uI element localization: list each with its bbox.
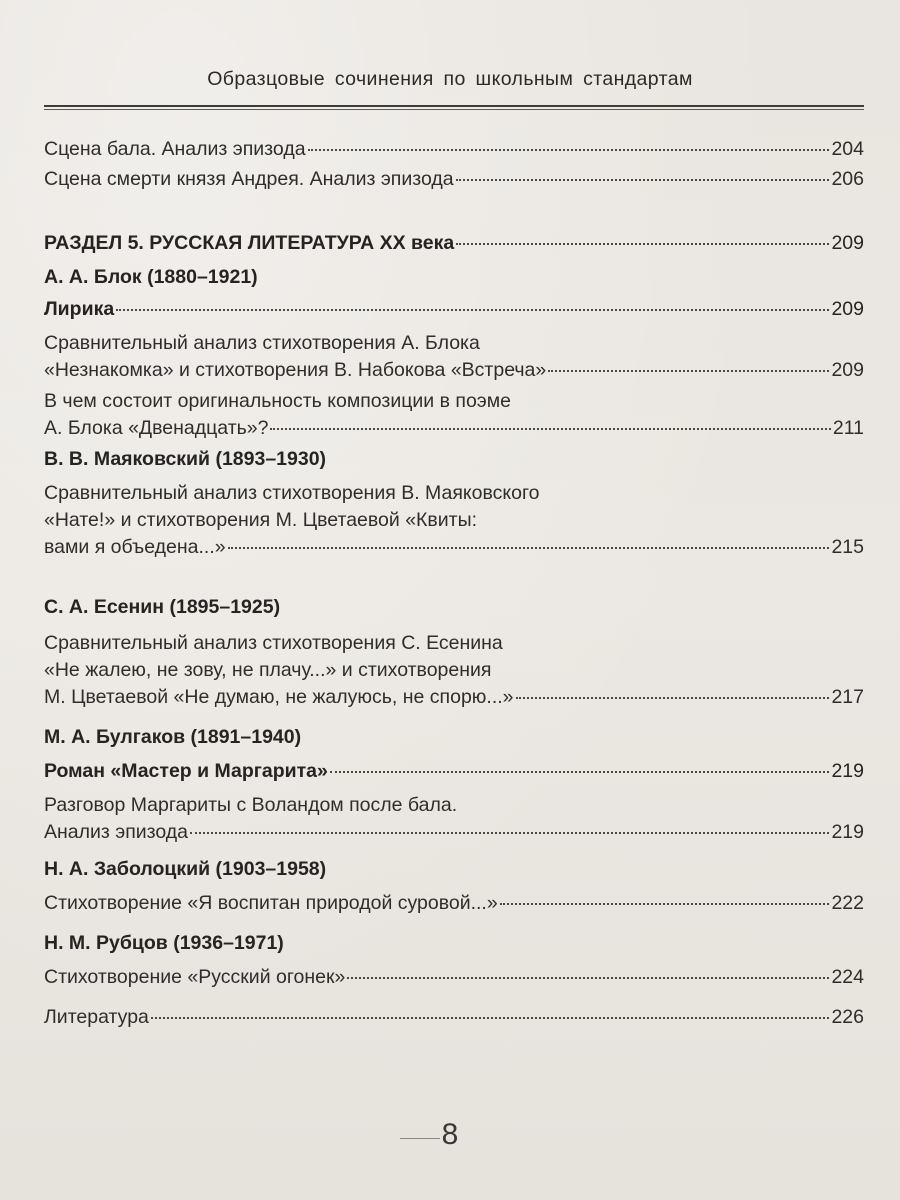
toc-entry: [44, 166, 864, 193]
toc-entry-line: [44, 1004, 864, 1031]
toc-entry-line: [44, 480, 864, 507]
toc-author-heading: [44, 724, 864, 751]
toc-entry-title: Сравнительный анализ стихотворения С. Есенина: [44, 632, 503, 654]
toc-entry-line: [44, 758, 864, 785]
toc-entry-line: [44, 630, 864, 657]
toc-page-number: 219: [831, 821, 864, 843]
toc-page-number: 209: [831, 298, 864, 320]
toc-entry-line: [44, 357, 864, 384]
toc-entry-title: вами я объедена...»: [44, 536, 226, 558]
toc-author-heading: [44, 446, 864, 473]
toc-page-number: 209: [831, 359, 864, 381]
toc-entry: [44, 230, 864, 257]
toc-entry: [44, 758, 864, 785]
toc-entry-line: [44, 330, 864, 357]
toc-entry-title: Разговор Маргариты с Воландом после бала.: [44, 794, 458, 816]
dot-leader: [308, 148, 830, 151]
page-number: 8: [441, 1118, 459, 1151]
toc-entry-title: Стихотворение «Русский огонек»: [44, 966, 346, 988]
header-rule-thin: [44, 109, 864, 110]
toc-entry: [44, 296, 864, 323]
dot-leader: [548, 369, 829, 372]
toc-entry-line: [44, 856, 864, 883]
dot-leader: [456, 178, 830, 181]
toc-entry-title: В чем состоит оригинальность композиции в поэме: [44, 390, 512, 412]
toc-entry-title: М. А. Булгаков (1891–1940): [44, 726, 302, 748]
toc-page-number: 217: [831, 686, 864, 708]
toc-page-number: 215: [831, 536, 864, 558]
toc-entry-line: [44, 136, 864, 163]
toc-entry-title: В. В. Маяковский (1893–1930): [44, 448, 327, 470]
toc-entry-title: «Нате!» и стихотворения М. Цветаевой «Квиты:: [44, 509, 478, 531]
toc-entry: [44, 964, 864, 991]
toc-page-number: 204: [831, 138, 864, 160]
toc-page-number: 224: [831, 966, 864, 988]
toc-entry-line: [44, 819, 864, 846]
dot-leader: [330, 770, 830, 773]
toc-entry-line: [44, 230, 864, 257]
toc-entry-line: [44, 264, 864, 291]
toc-entry: [44, 480, 864, 561]
toc-entry: [44, 792, 864, 846]
toc-page-number: 222: [831, 892, 864, 914]
toc-entry: [44, 330, 864, 384]
toc-entry-title: Н. М. Рубцов (1936–1971): [44, 932, 284, 954]
toc-entry-line: [44, 964, 864, 991]
toc-entry-line: [44, 296, 864, 323]
toc-page-number: 209: [831, 232, 864, 254]
toc-entry-line: [44, 415, 864, 442]
toc-author-heading: [44, 930, 864, 957]
toc-author-heading: [44, 594, 864, 621]
toc-entry-line: [44, 446, 864, 473]
toc-entry-title: «Не жалею, не зову, не плачу...» и стихотворения: [44, 659, 492, 681]
running-head: Образцовые сочинения по школьным стандартам: [207, 68, 693, 90]
toc-entry-title: Анализ эпизода: [44, 821, 189, 843]
toc-entry-line: [44, 534, 864, 561]
toc-author-heading: [44, 856, 864, 883]
toc-entry-title: Роман «Мастер и Маргарита»: [44, 760, 328, 782]
dot-leader: [347, 976, 829, 979]
toc-entry-title: Сцена смерти князя Андрея. Анализ эпизода: [44, 168, 454, 190]
dot-leader: [516, 696, 830, 699]
toc-entry-title: Литература: [44, 1006, 149, 1028]
dot-leader: [228, 546, 830, 549]
toc-entry: [44, 630, 864, 711]
dot-leader: [151, 1016, 830, 1019]
toc-entry-title: Лирика: [44, 298, 115, 320]
toc-entry: [44, 890, 864, 917]
toc-entry-title: Сравнительный анализ стихотворения В. Маяковского: [44, 482, 540, 504]
toc-entry-title: А. А. Блок (1880–1921): [44, 266, 258, 288]
toc-entry: [44, 136, 864, 163]
toc-entry-title: С. А. Есенин (1895–1925): [44, 596, 281, 618]
toc-page-number: 206: [831, 168, 864, 190]
dot-leader: [190, 831, 829, 834]
toc-entry-title: М. Цветаевой «Не думаю, не жалуюсь, не спорю...»: [44, 686, 514, 708]
toc-entry-title: «Незнакомка» и стихотворения В. Набокова «Встреча»: [44, 359, 547, 381]
toc-entry-title: Сцена бала. Анализ эпизода: [44, 138, 306, 160]
toc-entry-line: [44, 724, 864, 751]
toc-page-number: 226: [831, 1006, 864, 1028]
toc-entry-title: А. Блока «Двенадцать»?: [44, 417, 269, 439]
toc-page-number: 211: [832, 417, 864, 439]
toc-entry: [44, 388, 864, 442]
dot-leader: [500, 902, 830, 905]
toc-entry-line: [44, 166, 864, 193]
toc-entry-line: [44, 684, 864, 711]
toc-entry-title: Сравнительный анализ стихотворения А. Блока: [44, 332, 480, 354]
toc-author-heading: [44, 264, 864, 291]
toc-page-number: 219: [831, 760, 864, 782]
toc-entry-title: Стихотворение «Я воспитан природой суровой...»: [44, 892, 498, 914]
toc-entry-line: [44, 930, 864, 957]
toc-entry-line: [44, 507, 864, 534]
toc-entry-line: [44, 594, 864, 621]
toc-entry-line: [44, 792, 864, 819]
toc-entry: [44, 1004, 864, 1031]
toc-entry-line: [44, 388, 864, 415]
dot-leader: [116, 308, 829, 311]
header-rule: [44, 105, 864, 107]
toc-entry-line: [44, 890, 864, 917]
dot-leader: [456, 242, 829, 245]
toc-entry-title: РАЗДЕЛ 5. РУССКАЯ ЛИТЕРАТУРА XX века: [44, 232, 455, 254]
toc-entry-title: Н. А. Заболоцкий (1903–1958): [44, 858, 327, 880]
toc-entry-line: [44, 657, 864, 684]
dot-leader: [270, 427, 830, 430]
